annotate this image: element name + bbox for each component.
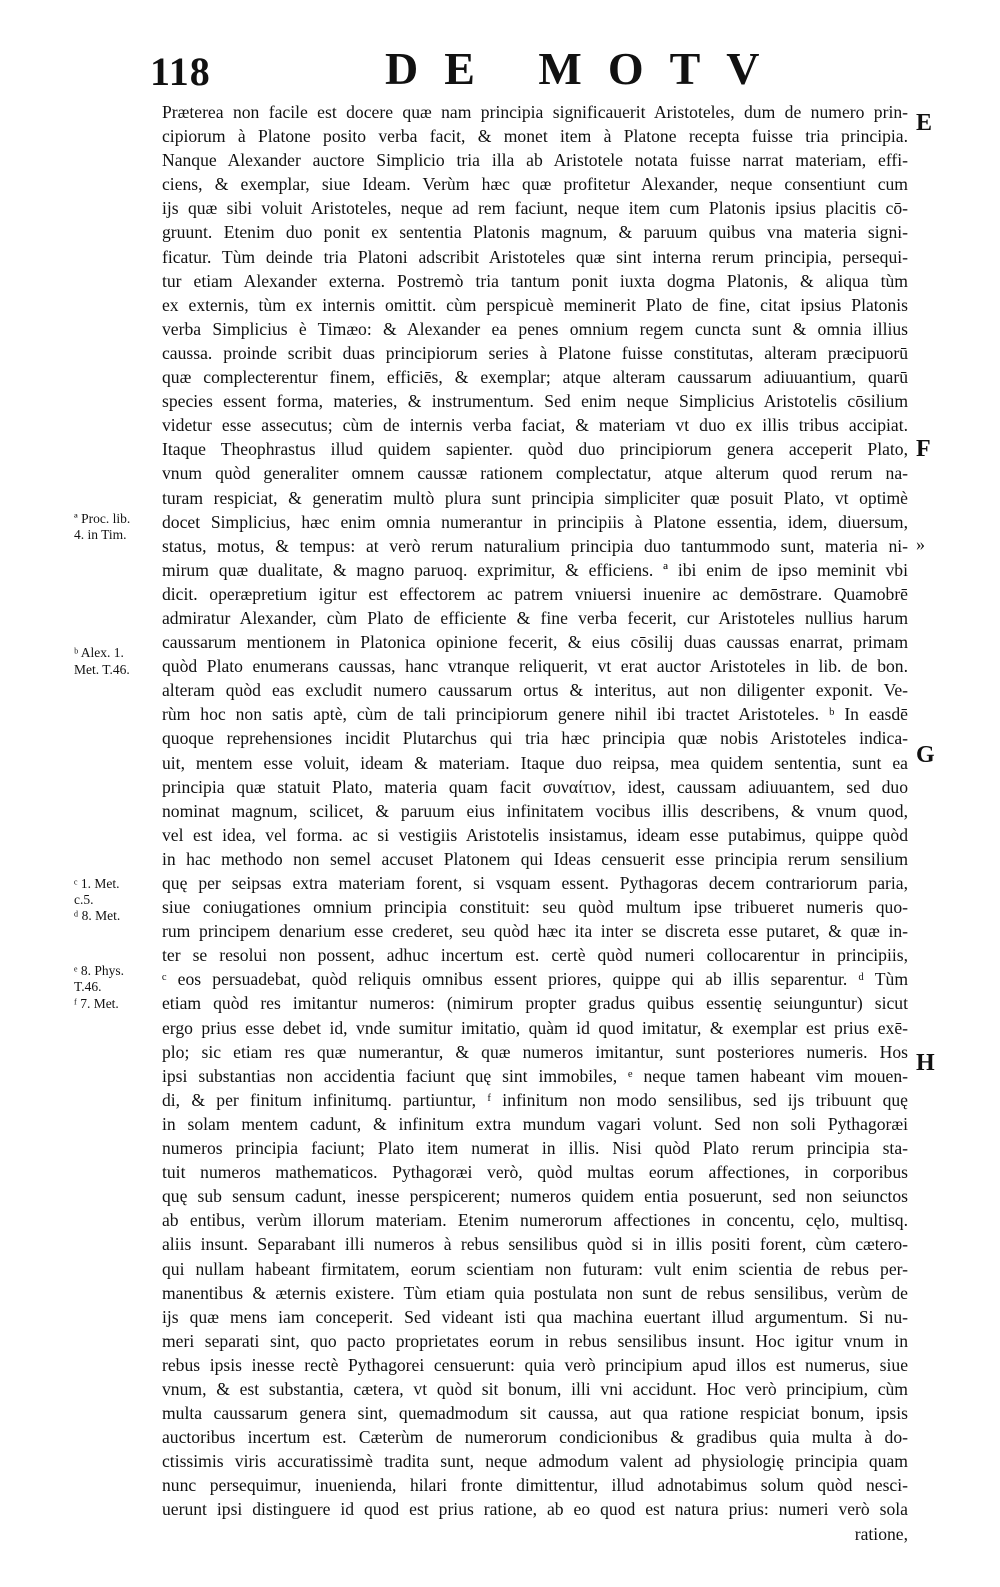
text-line: ijs quæ sibi voluit Aristoteles, neque ad rem faciunt, neque item cum Platonis ipsius placitis cō- xyxy=(162,198,908,219)
text-line: ab entibus, verùm illorum materiam. Etenim numerorum affectiones in concentu, cęlo, multisq. xyxy=(162,1210,908,1231)
text-line: gruunt. Etenim duo ponit ex sententia Platonis magnum, & paruum quibus vna materia signi- xyxy=(162,222,908,243)
text-line: videtur esse assecutus; cùm de internis verba faciat, & materiam vt duo ex illis tribus accipiat. xyxy=(162,415,908,436)
text-line: quæ complecterentur finem, efficiēs, & exemplar; atque alteram caussarum adiuuantium, quarū xyxy=(162,367,908,388)
text-line: Nanque Alexander auctore Simplicio tria illa ab Aristotele notata fuisse narrat materiam, effi- xyxy=(162,150,908,171)
running-title: DE MOTV xyxy=(385,43,786,94)
text-line: rum principem denarium esse crederet, seu quòd hæc ita inter se discreta esse putaret, & quæ in- xyxy=(162,921,908,942)
text-line: Præterea non facile est docere quæ nam principia significauerit Aristoteles, dum de numero prin- xyxy=(162,102,908,122)
text-line: principia quæ statuit Plato, materia quam facit συναίτιον, idest, caussam adiuuantem, sed duo xyxy=(162,776,908,797)
text-line: di, & per finitum infinitumq. partiuntur, ᶠ infinitum non modo sensilibus, sed ijs tribuunt quę xyxy=(162,1089,908,1110)
text-line: uerunt ipsi distinguere id quod est prius ratione, ab eo quod est natura prius: numeri verò sola xyxy=(162,1499,908,1520)
marginal-note: c.5. xyxy=(74,892,94,907)
text-line: qui nullam habeant firmitatem, eorum scientiam non futuram: vult enim scientia de rebus per- xyxy=(162,1258,908,1279)
text-line: docet Simplicius, hæc enim omnia numerantur in principiis à Platone essentia, idem, diuersum, xyxy=(162,511,908,532)
text-line: alteram quòd eas excludit numero caussarum ortus & interitus, aut non diligenter exponit. Ve- xyxy=(162,680,908,701)
text-line: meri separati sint, quo pacto proprietates eorum in rebus sensilibus insunt. Hoc igitur vnum in xyxy=(162,1330,908,1351)
text-line: quę per seipsas extra materiam forent, si vsquam essent. Pythagoras decem contrariorum paria, xyxy=(162,873,908,893)
text-line: uit, mentem esse voluit, ideam & materiam. Itaque duo reipsa, mea quidem sententia, sunt ea xyxy=(162,752,908,773)
marginal-note: ᶜ 1. Met. xyxy=(74,876,120,891)
marginal-note: ᵉ 8. Phys. xyxy=(74,963,124,978)
text-line: aliis insunt. Separabant illi numeros à rebus sensilibus quòd si in illis positi forent, cùm cætero- xyxy=(162,1234,908,1255)
text-line: ficatur. Tùm deinde tria Platoni adscribit Aristoteles quæ sint interna rerum principia, persequi- xyxy=(162,246,908,267)
text-line: rebus ipsis inesse rectè Pythagorei censuerunt: quia verò principium apud illos est numerus, siue xyxy=(162,1354,908,1375)
text-line: tur etiam Alexander externa. Postremò tria tantum ponit iuxta dogma Platonis, & aliqua tùm xyxy=(162,270,908,291)
text-line: Itaque Theophrastus illud quidem sapienter. quòd duo principiorum genera acceperit Plato, xyxy=(162,439,908,460)
text-line: vnum quòd generaliter omnem caussæ rationem complectatur, atque alterum quod rerum na- xyxy=(162,463,908,484)
section-mark: G xyxy=(916,742,935,768)
text-line: in solam mentem cadunt, & infinitum extra mundum vagari volunt. Sed non soli Pythagoræi xyxy=(162,1113,908,1134)
text-line: quoque reprehensiones incidit Plutarchus qui tria hæc principia quæ nobis Aristoteles indica- xyxy=(162,728,908,749)
text-line: ᶜ eos persuadebat, quòd reliquis omnibus essent priores, quippe qui ab illis separentur. ᵈ Tùm xyxy=(162,969,908,990)
section-mark: » xyxy=(916,534,925,554)
text-line: admiratur Alexander, cùm Plato de efficiente & fine verba fecerit, cur Aristoteles nullius harum xyxy=(162,607,908,628)
text-line: tuit numeros mathematicos. Pythagoræi verò, quòd multas eorum affectiones, in corporibus xyxy=(162,1162,908,1183)
text-line: turam respiciat, & generatim multò plura sunt principia simpliciter quæ posuit Plato, vt optimè xyxy=(162,487,908,508)
text-line: quòd Plato enumerans caussas, hanc vtranque reliquerit, vt erat auctor Aristoteles in lib. de bon. xyxy=(162,656,908,677)
marginal-note: Met. T.46. xyxy=(74,662,130,677)
text-line: ijs quæ mens iam conceperit. Sed videant isti qua machina euertant illud argumentum. Si nu- xyxy=(162,1306,908,1327)
text-line: siue coniugationes omnium principia constituit: seu quòd multum ipse tribueret numeris quo- xyxy=(162,897,908,918)
text-line: nominat magnum, scilicet, & paruum eius infinitatem vocibus illis describens, & vnum quod, xyxy=(162,800,908,821)
text-line: cipiorum à Platone posito verba facit, & monet item à Platone recepta fuisse tria principia. xyxy=(162,126,908,147)
text-line: rùm hoc non satis aptè, cùm de tali principiorum genere nihil ibi tractet Aristoteles. ᵇ In easdē xyxy=(162,704,908,725)
text-line: vnum, & est substantia, cætera, vt quòd sit bonum, illi vni accidunt. Hoc verò principium, cùm xyxy=(162,1378,908,1399)
text-line: quę sub sensum cadunt, inesse perspicerent; numeros quidem entia posuerunt, sed non seiunctos xyxy=(162,1186,908,1207)
text-line: nunc persequimur, inuenienda, hilari fronte dimittentur, illud adnotabimus solum quòd nesci- xyxy=(162,1475,908,1496)
marginal-note: ᶠ 7. Met. xyxy=(74,996,119,1011)
page-number: 118 xyxy=(150,49,211,94)
text-line: verba Simplicius è Timæo: & Alexander ea penes omnium regem cuncta sunt & omnia illius xyxy=(162,318,908,339)
text-line: mirum quæ dualitate, & magno paruoq. exprimitur, & efficiens. ª ibi enim de ipso meminit vbi xyxy=(162,559,908,580)
catchword: ratione, xyxy=(854,1523,908,1544)
text-line: species essent forma, materies, & instrumentum. Sed enim neque Simplicius Aristotelis cōsilium xyxy=(162,391,908,412)
text-line: caussa. proinde scribit duas principiorum series à Platone fuisse constitutas, alteram præcipuorū xyxy=(162,342,908,363)
text-line: in hac methodo non semel accuset Platonem qui Ideas censuerit esse principia rerum sensilium xyxy=(162,848,908,869)
text-line: vel est idea, vel forma. ac si vestigiis Aristotelis insistamus, ideam esse putabimus, quippe quòd xyxy=(162,824,908,845)
text-line: ergo prius esse debet id, vnde sumitur imitatio, quàm id quod imitatur, & exemplar est prius exē- xyxy=(162,1017,908,1038)
text-line: multa caussarum genera sint, quemadmodum sit caussa, aut qua ratione respiciat bonum, ipsis xyxy=(162,1403,908,1424)
text-line: auctoribus incertum est. Cæterùm de numerorum condicionibus & gradibus quia multa à do- xyxy=(162,1427,908,1448)
text-line: plo; sic etiam res quæ numerantur, & quæ numeros imitantur, sunt posteriores numeris. Hos xyxy=(162,1041,908,1062)
section-mark: E xyxy=(916,110,933,136)
marginal-note: ᵈ 8. Met. xyxy=(74,908,121,923)
marginal-note: 4. in Tim. xyxy=(74,527,127,542)
marginal-note: T.46. xyxy=(74,979,102,994)
text-line: caussarum mentionem in Platonica opinione fecerit, & eius cōsilij duas caussas enarrat, primam xyxy=(162,632,908,653)
text-line: ex externis, tùm ex internis omittit. cùm perspicuè meminerit Plato de fine, citat ipsius Platonis xyxy=(162,294,908,315)
text-line: ipsi substantias non accidentia faciunt quę sint immobiles, ᵉ neque tamen habeant vim mouen- xyxy=(162,1065,908,1086)
marginal-note: ª Proc. lib. xyxy=(74,511,131,526)
marginal-note: ᵇ Alex. 1. xyxy=(74,645,124,660)
text-line: dicit. operæpretium igitur est effectorem ac patrem vniuersi inuenire ac demōstrare. Quamobrē xyxy=(162,583,908,604)
text-line: numeros principia faciunt; Plato item numerat in illis. Nisi quòd Plato rerum principia sta- xyxy=(162,1138,908,1159)
text-line: ciens, & exemplar, siue Ideam. Verùm hæc quæ profitetur Alexander, neque consentiunt cum xyxy=(162,174,908,195)
text-line: ctissimis viris accuratissimè tradita sunt, neque admodum valent ad physiologię principia quam xyxy=(162,1451,908,1472)
text-line: ter se resolui non possent, adhuc incertum est. certè quòd numeri collocarentur in principiis, xyxy=(162,945,908,966)
section-mark: H xyxy=(916,1050,935,1076)
text-line: etiam quòd res imitantur numeros: (nimirum propter gradus quibus essentię seiunguntur) sicut xyxy=(162,993,908,1014)
text-line: status, motus, & tempus: at verò rerum naturalium principia duo tantummodo sunt, materia ni- xyxy=(162,535,908,556)
section-mark: F xyxy=(916,436,931,462)
text-line: manentibus & æternis existere. Tùm etiam quia postulata non sunt de rebus sensilibus, verùm de xyxy=(162,1282,908,1303)
main-text xyxy=(162,100,908,1546)
